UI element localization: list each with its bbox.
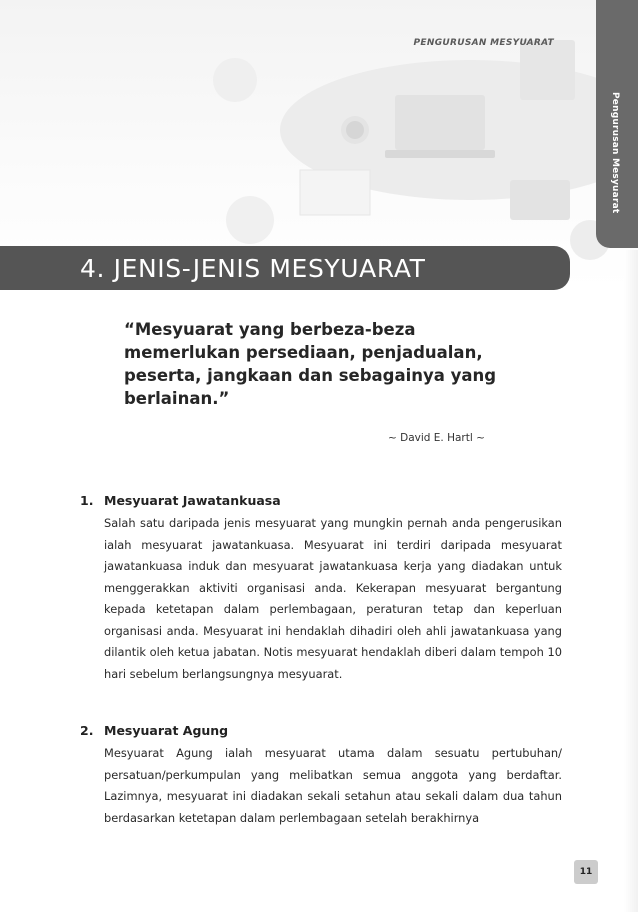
quote-attribution: ~ David E. Hartl ~ (388, 432, 485, 444)
pull-quote: “Mesyuarat yang berbeza-beza memerlukan persediaan, penjadualan, peserta, jangkaan dan sebagainya yang berlainan.” (124, 320, 497, 408)
section-number: 2. (80, 723, 94, 738)
running-head: PENGURUSAN MESYUARAT (413, 38, 554, 48)
chapter-title: 4. JENIS-JENIS MESYUARAT (80, 254, 426, 283)
section-title: Mesyuarat Agung (104, 723, 229, 738)
section-mesyuarat-jawatankuasa (80, 493, 562, 685)
section-body: Salah satu daripada jenis mesyuarat yang mungkin pernah anda pengerusikan ialah mesyuarat jawatankuasa. Mesyuarat ini terdiri daripada mesyuarat jawatankuasa induk dan mesyuarat jawatankuasa kerja yang diadakan untuk menggerakkan aktiviti organisasi anda. Kekerapan mesyuarat bergantung kepada ketetapan dalam perlembagaan, peraturan tetap dan keperluan organisasi anda. Mesyuarat ini hendaklah dihadiri oleh ahli jawatankuasa yang dilantik oleh ketua jabatan. Notis mesyuarat hendaklah diberi dalam tempoh 10 hari sebelum berlangsungnya mesyuarat. (104, 516, 562, 681)
section-title: Mesyuarat Jawatankuasa (104, 493, 281, 508)
chapter-title-bar (0, 246, 570, 290)
page-number: 11 (574, 860, 598, 884)
chapter-side-tab (596, 0, 638, 248)
section-body: Mesyuarat Agung ialah mesyuarat utama dalam sesuatu pertubuhan/ persatuan/perkumpulan yang melibatkan semua anggota yang berdaftar. Lazimnya, mesyuarat ini diadakan sekali setahun atau sekali dalam dua tahun berdasarkan ketetapan dalam perlembagaan setelah berakhirnya (104, 746, 562, 825)
section-number: 1. (80, 493, 94, 508)
page-edge-shadow (624, 250, 638, 912)
side-tab-label: Pengurusan Mesyuarat (610, 92, 620, 214)
section-mesyuarat-agung (80, 723, 562, 829)
